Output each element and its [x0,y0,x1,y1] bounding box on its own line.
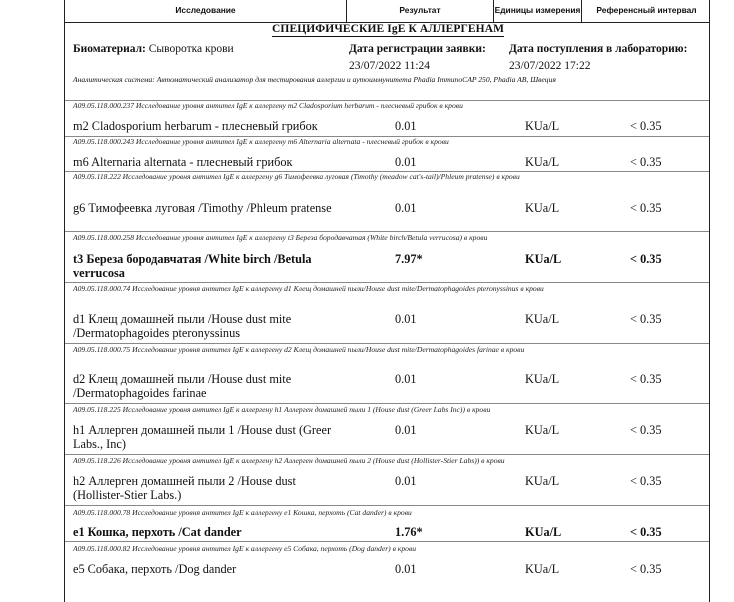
row-divider [65,343,709,344]
row-allergen-name: h2 Аллерген домашней пыли 2 /House dust (Hollister-Stier Labs.) [73,474,296,502]
row-description: A09.05.118.225 Исследование уровня антител IgE к аллергену h1 Аллерген домашней пыли 1 (House dust (Greer Labs Inc)) в крови [73,405,491,414]
row-allergen-name: e5 Собака, перхоть /Dog dander [73,562,237,576]
row-unit: KUa/L [525,119,560,133]
row-description: A09.05.118.000.237 Исследование уровня антител IgE к аллергену m2 Cladosporium herbarum - плесневый грибок в крови [73,101,463,110]
row-result-value: 0.01 [395,562,417,576]
row-description: A09.05.118.000.78 Исследование уровня антител IgE к аллергену e1 Кошка, перхоть (Cat dander) в крови [73,508,412,517]
row-reference: < 0.35 [630,372,662,386]
row-description: A09.05.118.226 Исследование уровня антител IgE к аллергену h2 Аллерген домашней пыли 2 (House dust (Hollister-Stier Labs)) в крови [73,456,505,465]
row-reference: < 0.35 [630,312,662,326]
row-result-value: 7.97* [395,252,423,266]
header-ref: Референсный интервал [581,0,711,22]
biomaterial-value: Сыворотка крови [148,43,234,55]
row-description: A09.05.118.000.74 Исследование уровня антител IgE к аллергену d1 Клещ домашней пыли/House dust mite/Dermatophagoides pteronyssinus в крови [73,284,544,293]
analytic-system: Аналитическая система: Автоматический анализатор для тестирования аллергии и аутоиммунитета Phadia ImmunoCAP 250, Phadia AB, Швеция [73,75,556,84]
row-result-value: 0.01 [395,201,417,215]
row-reference: < 0.35 [630,252,662,266]
row-unit: KUa/L [525,201,560,215]
row-reference: < 0.35 [630,119,662,133]
row-description: A09.05.118.222 Исследование уровня антител IgE к аллергену g6 Тимофеевка луговая (Timothy (meadow cat's-tail)/Phleum pratense) в крови [73,172,520,181]
row-divider [65,282,709,283]
row-unit: KUa/L [525,312,560,326]
header-result: Результат [346,0,493,22]
row-allergen-name: t3 Береза бородавчатая /White birch /Betula verrucosa [73,252,312,280]
row-allergen-name: m2 Cladosporium herbarum - плесневый грибок [73,119,318,133]
table-header [65,0,709,23]
biomaterial [73,43,234,55]
row-divider [65,505,709,506]
row-unit: KUa/L [525,562,560,576]
row-reference: < 0.35 [630,423,662,437]
row-unit: KUa/L [525,252,562,266]
biomaterial-label: Биоматериал: [73,43,146,55]
received-value: 23/07/2022 17:22 [509,60,591,72]
row-allergen-name: h1 Аллерген домашней пыли 1 /House dust (Greer Labs., Inc) [73,423,332,451]
row-reference: < 0.35 [630,525,662,539]
registration-value: 23/07/2022 11:24 [349,60,431,72]
row-result-value: 0.01 [395,423,417,437]
section-title: СПЕЦИФИЧЕСКИЕ IgE К АЛЛЕРГЕНАМ [272,23,505,35]
row-description: A09.05.118.000.243 Исследование уровня антител IgE к аллергену m6 Alternaria alternata - плесневый грибок в крови [73,137,449,146]
row-allergen-name: e1 Кошка, перхоть /Cat dander [73,525,242,539]
received-label: Дата поступления в лабораторию: [509,43,688,55]
row-reference: < 0.35 [630,562,662,576]
registration-label: Дата регистрации заявки: [349,43,486,55]
row-result-value: 0.01 [395,119,417,133]
row-reference: < 0.35 [630,155,662,169]
row-allergen-name: g6 Тимофеевка луговая /Timothy /Phleum pratense [73,201,332,215]
row-allergen-name: d1 Клещ домашней пыли /House dust mite /Dermatophagoides pteronyssinus [73,312,292,340]
header-units: Единицы измерения [493,0,581,22]
row-description: A09.05.118.000.82 Исследование уровня антител IgE к аллергену e5 Собака, перхоть (Dog dander) в крови [73,544,417,553]
row-allergen-name: m6 Alternaria alternata - плесневый грибок [73,155,293,169]
row-reference: < 0.35 [630,474,662,488]
row-description: A09.05.118.000.258 Исследование уровня антител IgE к аллергену t3 Береза бородавчатая (White birch/Betula verrucosa) в крови [73,233,488,242]
row-divider [65,454,709,455]
row-description: A09.05.118.000.75 Исследование уровня антител IgE к аллергену d2 Клещ домашней пыли/House dust mite/Dermatophagoides farinae в крови [73,345,525,354]
row-result-value: 0.01 [395,372,417,386]
row-result-value: 0.01 [395,474,417,488]
row-unit: KUa/L [525,423,560,437]
row-unit: KUa/L [525,474,560,488]
row-reference: < 0.35 [630,201,662,215]
row-divider [65,231,709,232]
row-unit: KUa/L [525,525,562,539]
row-result-value: 0.01 [395,312,417,326]
row-divider [65,541,709,542]
row-divider [65,403,709,404]
row-unit: KUa/L [525,155,560,169]
row-result-value: 1.76* [395,525,423,539]
row-unit: KUa/L [525,372,560,386]
header-test: Исследование [175,4,236,15]
row-result-value: 0.01 [395,155,417,169]
row-allergen-name: d2 Клещ домашней пыли /House dust mite /Dermatophagoides farinae [73,372,292,400]
lab-report-sheet [64,0,710,602]
